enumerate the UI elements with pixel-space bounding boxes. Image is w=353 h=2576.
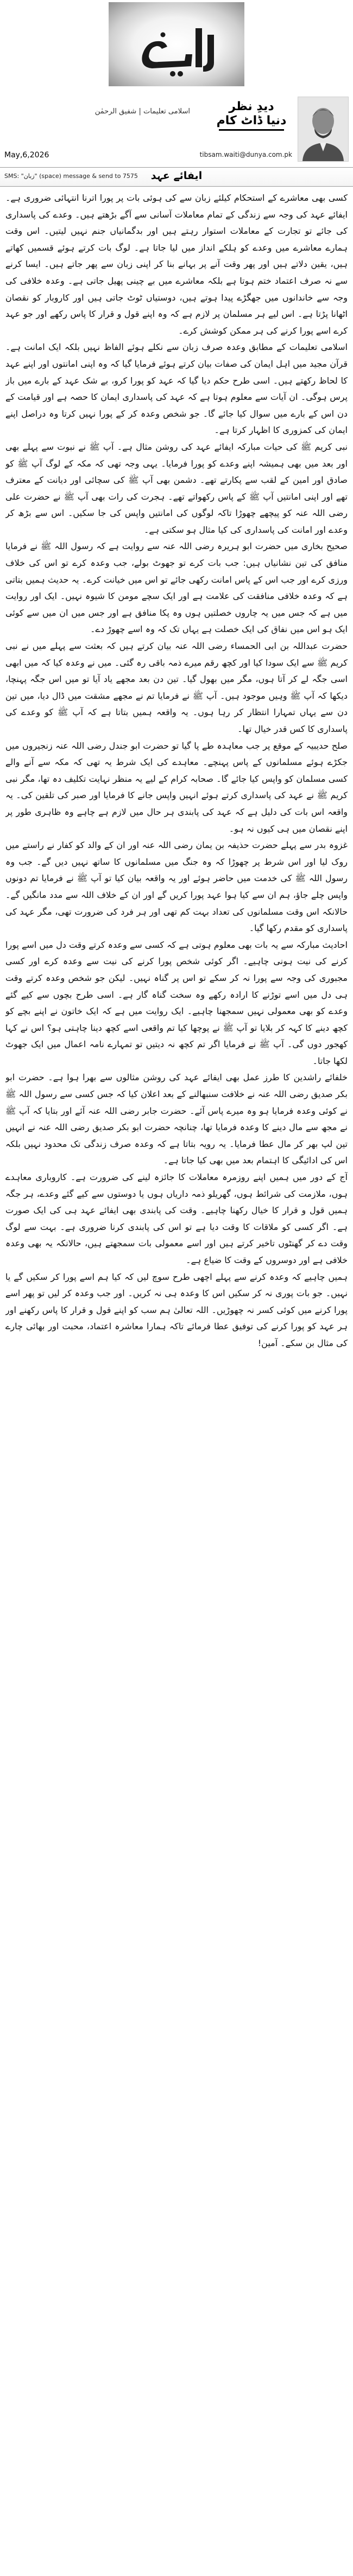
column-logo-text: دیدِ نظر دنیا ڈاٹ کام — [216, 100, 287, 127]
column-logo-underline — [219, 129, 284, 131]
article-title: ایفائے عہد — [150, 170, 203, 182]
author-name: اسلامی تعلیمات | شفیق الرحمٰن — [94, 107, 190, 116]
article-paragraph: اسلامی تعلیمات کے مطابق وعدہ صرف زبان سے نکلے ہوئے الفاظ نہیں بلکہ ایک امانت ہے۔ قرآن مجید میں اہل ایمان کی صفات بیان کرتے ہوئے فرمایا گیا کہ وہ اپنی امانتوں اور اپنے عہد کا لحاظ رکھتے ہیں۔ اسی طرح حکم دیا گیا کہ عہد کو پورا کرو، بے شک عہد کے بارے میں باز پرس ہوگی۔ ان آیات سے معلوم ہوتا ہے کہ عہد کی پاسداری ایمان کا حصہ ہے اور قیامت کے دن اس کے بارے میں سوال کیا جائے گا۔ جو شخص وعدہ کر کے پورا نہیں کرتا وہ دراصل اپنے ایمان کی کمزوری کا اظہار کرتا ہے۔ — [5, 342, 348, 436]
column-logo — [211, 100, 292, 132]
article-body — [5, 190, 348, 2572]
article-paragraph: حضرت عبداللہ بن ابی الحمساء رضی اللہ عنہ بیان کرتے ہیں کہ بعثت سے پہلے میں نے نبی کریم ﷺ سے ایک سودا کیا اور کچھ رقم میرے ذمہ باقی رہ گئی۔ میں نے وعدہ کیا کہ میں ابھی اسی جگہ لے کر آتا ہوں، مگر میں بھول گیا۔ تین دن بعد مجھے یاد آیا تو میں اس جگہ پہنچا، دیکھا کہ آپ ﷺ وہیں موجود ہیں۔ آپ ﷺ نے فرمایا تم نے مجھے مشقت میں ڈال دیا، میں تین دن سے یہاں تمہارا انتظار کر رہا ہوں۔ یہ واقعہ ہمیں بتاتا ہے کہ آپ ﷺ کو وعدے کی پاسداری کا کس قدر خیال تھا۔ — [5, 641, 348, 734]
article-paragraph: صحیح بخاری میں حضرت ابو ہریرہ رضی اللہ عنہ سے روایت ہے کہ رسول اللہ ﷺ نے فرمایا منافق کی تین نشانیاں ہیں: جب بات کرے تو جھوٹ بولے، جب وعدہ کرے تو اس کی خلاف ورزی کرے اور جب اس کے پاس امانت رکھی جائے تو اس میں خیانت کرے۔ یہ حدیث ہمیں بتاتی ہے کہ وعدہ خلافی منافقت کی علامت ہے اور ایک سچے مومن کا شیوہ نہیں۔ ایک اور روایت میں ہے کہ جس میں یہ چاروں خصلتیں ہوں وہ پکا منافق ہے اور جس میں ان میں سے کوئی ایک ہو اس میں نفاق کی ایک خصلت ہے یہاں تک کہ وہ اسے چھوڑ دے۔ — [5, 541, 348, 635]
article-paragraph: غزوہ بدر سے پہلے حضرت حذیفہ بن یمان رضی اللہ عنہ اور ان کے والد کو کفار نے راستے میں روک لیا اور اس شرط پر چھوڑا کہ وہ جنگ میں مسلمانوں کا ساتھ نہیں دیں گے۔ جب وہ رسول اللہ ﷺ کی خدمت میں حاضر ہوئے اور یہ واقعہ بیان کیا تو آپ ﷺ نے فرمایا تم دونوں واپس چلے جاؤ، ہم ان سے کیا ہوا عہد پورا کریں گے اور ان کے خلاف اللہ سے مدد مانگیں گے۔ حالانکہ اس وقت مسلمانوں کی تعداد بہت کم تھی اور ہر فرد کی ضرورت تھی، مگر عہد کی پاسداری کو مقدم رکھا گیا۔ — [5, 840, 348, 934]
masthead — [0, 0, 353, 92]
article-paragraph: احادیث مبارکہ سے یہ بات بھی معلوم ہوتی ہے کہ کسی سے وعدہ کرتے وقت دل میں اسے پورا کرنے کی نیت ہونی چاہیے۔ اگر کوئی شخص پورا کرنے کی نیت سے وعدہ کرے اور کسی مجبوری کی وجہ سے پورا نہ کر سکے تو اس پر گناہ نہیں۔ لیکن جو شخص وعدہ کرتے وقت ہی دل میں اسے توڑنے کا ارادہ رکھے وہ سخت گناہ گار ہے۔ اسی طرح بچوں سے کیے گئے وعدے کو بھی معمولی نہیں سمجھنا چاہیے۔ ایک روایت میں ہے کہ ایک خاتون نے اپنے بچے کو کچھ دینے کا کہہ کر بلایا تو آپ ﷺ نے پوچھا کیا تم واقعی اسے کچھ دینا چاہتی ہو؟ اس نے کہا کھجور دوں گی۔ آپ ﷺ نے فرمایا اگر تم کچھ نہ دیتیں تو تمہارے نامہ اعمال میں ایک جھوٹ لکھا جاتا۔ — [5, 939, 348, 1066]
headline-strip — [0, 167, 353, 187]
author-photo-icon — [298, 97, 348, 161]
article-paragraph: آج کے دور میں ہمیں اپنے روزمرہ معاملات کا جائزہ لینے کی ضرورت ہے۔ کاروباری معاہدے ہوں، ملازمت کی شرائط ہوں، گھریلو ذمہ داریاں ہوں یا دوستوں سے کیے گئے وعدے، ہر جگہ ہمیں قول و قرار کا خیال رکھنا چاہیے۔ وقت کی پابندی بھی ایفائے عہد ہی کی ایک صورت ہے۔ اگر کسی کو ملاقات کا وقت دیا ہے تو اس کی پابندی کرنا ضروری ہے۔ بہت سے لوگ وقت دے کر گھنٹوں تاخیر کرتے ہیں اور اسے معمولی بات سمجھتے ہیں، حالانکہ یہ بھی وعدہ خلافی ہے اور دوسروں کے وقت کا ضیاع ہے۔ — [5, 1172, 348, 1265]
newspaper-logo — [109, 2, 244, 86]
author-email[interactable]: tibsam.waiti@dunya.com.pk — [199, 151, 292, 158]
article-paragraph: خلفائے راشدین کا طرز عمل بھی ایفائے عہد کی روشن مثالوں سے بھرا ہوا ہے۔ حضرت ابو بکر صدیق رضی اللہ عنہ نے خلافت سنبھالنے کے بعد اعلان کیا کہ جس کسی سے رسول اللہ ﷺ نے کوئی وعدہ فرمایا ہو وہ میرے پاس آئے۔ حضرت جابر رضی اللہ عنہ آئے اور بتایا کہ آپ ﷺ نے مجھ سے مال دینے کا وعدہ فرمایا تھا، چنانچہ حضرت ابو بکر صدیق رضی اللہ عنہ نے انہیں تین لپ بھر کر مال عطا فرمایا۔ یہ رویہ بتاتا ہے کہ وعدہ صرف زندگی تک محدود نہیں بلکہ اس کی ادائیگی کا اہتمام بعد میں بھی کیا جاتا ہے۔ — [5, 1072, 348, 1166]
author-portrait — [298, 97, 349, 162]
article-paragraph: کسی بھی معاشرے کے استحکام کیلئے زبان سے کی ہوئی بات پر پورا اترنا انتہائی ضروری ہے۔ ایفائے عہد کی وجہ سے زندگی کے تمام معاملات آسانی سے آگے بڑھتے ہیں۔ وعدے کی پاسداری کی جائے تو تجارت کے معاملات استوار رہتے ہیں اور بدگمانیاں جنم نہیں لیتیں۔ اس وقت ہمارے معاشرے میں وعدے کو ہلکے انداز میں لیا جاتا ہے۔ لوگ بات کرتے ہوئے قسمیں کھاتے ہیں، یقین دلاتے ہیں اور پھر وقت آنے پر بہانے بنا کر اپنی زبان سے پھر جاتے ہیں۔ ایسا کرنے سے نہ صرف اعتماد ختم ہوتا ہے بلکہ معاشرے میں بے چینی پھیل جاتی ہے۔ وعدہ خلافی کی وجہ سے خاندانوں میں جھگڑے پیدا ہوتے ہیں، دوستیاں ٹوٹ جاتی ہیں اور کاروبار کو نقصان اٹھانا پڑتا ہے۔ اس لیے ہر مسلمان پر لازم ہے کہ وہ اپنے قول و قرار کا پاس رکھے اور جو عہد کرے اسے پورا کرنے کی ہر ممکن کوشش کرے۔ — [5, 193, 348, 336]
dunya-logo-icon — [109, 2, 244, 86]
sms-info: SMS: "زبان" (space) message & send to 7575 — [4, 173, 138, 180]
byline-row — [0, 97, 353, 167]
article-paragraph: صلح حدیبیہ کے موقع پر جب معاہدہ طے پا گیا تو حضرت ابو جندل رضی اللہ عنہ زنجیروں میں جکڑے ہوئے مسلمانوں کے پاس پہنچے۔ معاہدے کی ایک شرط یہ تھی کہ مکہ سے آنے والے کسی مسلمان کو واپس کیا جائے گا۔ صحابہ کرام کے لیے یہ منظر نہایت تکلیف دہ تھا، مگر نبی کریم ﷺ نے عہد کی پاسداری کرتے ہوئے انہیں واپس جانے کا فرمایا اور صبر کی تلقین کی۔ یہ واقعہ اس بات کی دلیل ہے کہ عہد کی پابندی ہر حال میں لازم ہے چاہے وہ ظاہری طور پر اپنے نقصان میں ہی کیوں نہ ہو۔ — [5, 740, 348, 834]
publish-date: May,6,2026 — [4, 151, 49, 160]
article-paragraph: ہمیں چاہیے کہ وعدہ کرنے سے پہلے اچھی طرح سوچ لیں کہ کیا ہم اسے پورا کر سکیں گے یا نہیں۔ جو بات پوری نہ کر سکیں اس کا وعدہ ہی نہ کریں۔ اور جب وعدہ کر لیں تو پھر اسے پورا کرنے میں کوئی کسر نہ چھوڑیں۔ اللہ تعالیٰ ہم سب کو اپنے قول و قرار کا پاس رکھنے اور ہر عہد کو پورا کرنے کی توفیق عطا فرمائے تاکہ ہمارا معاشرہ اعتماد، محبت اور بھائی چارے کی مثال بن سکے۔ آمین! — [5, 1271, 348, 1348]
article-paragraph: نبی کریم ﷺ کی حیات مبارکہ ایفائے عہد کی روشن مثال ہے۔ آپ ﷺ نے نبوت سے پہلے بھی اور بعد میں بھی ہمیشہ اپنے وعدے کو پورا فرمایا۔ یہی وجہ تھی کہ مکہ کے لوگ آپ ﷺ کو صادق اور امین کے لقب سے پکارتے تھے۔ دشمن بھی آپ ﷺ کی سچائی اور دیانت کے معترف تھے اور اپنی امانتیں آپ ﷺ کے پاس رکھواتے تھے۔ ہجرت کی رات بھی آپ ﷺ نے حضرت علی رضی اللہ عنہ کو پیچھے چھوڑا تاکہ لوگوں کی امانتیں واپس کی جا سکیں۔ اس سے بڑھ کر وعدے اور امانت کی پاسداری کی کیا مثال ہو سکتی ہے۔ — [5, 441, 348, 535]
